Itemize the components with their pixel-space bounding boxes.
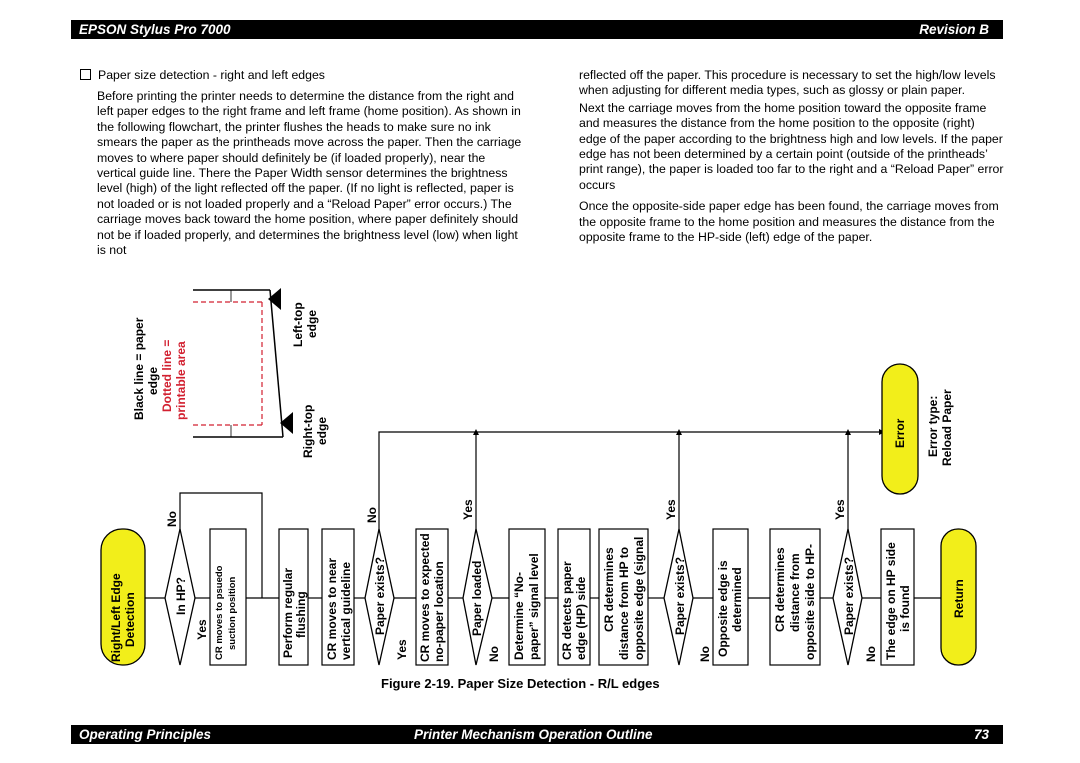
cr-guideline-label-1: CR moves to near	[325, 557, 339, 660]
paper-exists-3-no-label: No	[864, 646, 878, 662]
paper-exists-3-yes-label: Yes	[833, 499, 847, 520]
cr-psuedo-label-1: CR moves to psuedo	[214, 565, 225, 660]
cr-detects-label-1: CR detects paper	[560, 561, 574, 660]
cr-determines-opp-label-3: opposite side to HP-	[803, 543, 817, 660]
error-type-label-2: Reload Paper	[940, 389, 954, 466]
left-top-edge-label-1: Left-top	[291, 302, 305, 347]
paper-edge-diagram	[193, 288, 293, 437]
perform-flushing-label-1: Perform regular	[281, 567, 295, 658]
page-number: 73	[973, 727, 989, 742]
header-title: EPSON Stylus Pro 7000	[79, 22, 231, 37]
footer-chapter: Printer Mechanism Operation Outline	[414, 727, 653, 742]
paper-exists-label-2: Paper exists?	[673, 556, 687, 635]
legend-black-line-2: edge	[146, 366, 160, 395]
figure-caption: Figure 2-19. Paper Size Detection - R/L edges	[381, 676, 660, 691]
cr-determines-hp-label-2: distance from HP to	[617, 546, 631, 660]
right-top-edge-label-1: Right-top	[301, 404, 315, 458]
cr-expected-label-1: CR moves to expected	[418, 533, 432, 662]
paper-loaded-yes-label: Yes	[461, 499, 475, 520]
hp-side-found-label-1: The edge on HP side	[884, 542, 898, 660]
cr-determines-hp-label-1: CR determines	[602, 547, 616, 632]
perform-flushing-label-2: flushing	[294, 591, 308, 638]
cr-guideline-label-2: vertical guideline	[339, 561, 353, 660]
determine-no-paper-label-2: paper” signal level	[527, 553, 541, 660]
left-paragraph: Before printing the printer needs to determine the distance from the right and left paper edges to the right frame and left frame (home position). As shown in the following flowchart, the printer flushes the heads to make sure no ink smears the paper as the printheads move across the paper. Then the carriage moves to where paper should definitely be (if loaded properly), near the vertical guide line. There the Paper Width sensor determines the brightness level (high) of the light reflected off the paper. (If no light is reflected, paper is not loaded or is not loaded properly and a “Reload Paper” error occurs.) The carriage moves back toward the home position, where paper definitely should not be if loaded properly, and determines the brightness level (low) when light is not	[97, 89, 522, 258]
paper-exists-2-yes-label: Yes	[664, 499, 678, 520]
return-label: Return	[952, 579, 966, 618]
paper-exists-1-yes-label: Yes	[395, 639, 409, 660]
error-type-label-1: Error type:	[926, 395, 940, 457]
cr-psuedo-label-2: suction position	[227, 576, 238, 650]
cr-expected-label-2: no-paper location	[432, 561, 446, 662]
error-label: Error	[893, 418, 907, 448]
in-hp-label: In HP?	[174, 577, 188, 615]
footer-bar	[71, 725, 1003, 744]
legend-dotted-line-1: Dotted line =	[160, 339, 174, 412]
hp-side-found-label-2: is found	[898, 585, 912, 632]
start-label-1: Right/Left Edge	[109, 573, 123, 662]
cr-determines-hp-label-3: opposite edge (signal	[632, 536, 646, 660]
in-hp-no-label: No	[165, 511, 179, 527]
start-label-2: Detection	[123, 592, 137, 647]
paper-loaded-no-label: No	[487, 646, 501, 662]
paper-exists-label-3: Paper exists?	[842, 556, 856, 635]
paper-diagram-legend	[132, 302, 329, 458]
paper-exists-1-no-label: No	[365, 507, 379, 523]
legend-dotted-line-2: printable area	[174, 341, 188, 420]
cr-detects-label-2: edge (HP) side	[574, 576, 588, 660]
right-top-edge-label-2: edge	[315, 416, 329, 445]
legend-black-line-1: Black line = paper	[132, 317, 146, 420]
left-top-edge-label-2: edge	[305, 309, 319, 338]
footer-section: Operating Principles	[79, 727, 212, 742]
opposite-determined-label-2: determined	[730, 567, 744, 632]
paper-exists-2-no-label: No	[698, 646, 712, 662]
right-paragraph-1: reflected off the paper. This procedure is necessary to set the high/low levels when adjusting for different media types, such as glossy or plain paper.	[579, 68, 996, 98]
section-bullet-text: Paper size detection - right and left edges	[98, 68, 325, 82]
paper-loaded-label: Paper loaded	[470, 560, 484, 636]
determine-no-paper-label-1: Determine “No-	[512, 571, 526, 660]
cr-determines-opp-label-2: distance from	[788, 553, 802, 632]
header-revision: Revision B	[919, 22, 989, 37]
in-hp-yes-label: Yes	[195, 619, 209, 640]
right-paragraph-3: Once the opposite-side paper edge has been found, the carriage moves from the opposite frame to the home position and measures the distance from the opposite frame to the HP-side (left) edge of the paper.	[579, 199, 999, 245]
opposite-determined-label-1: Opposite edge is	[716, 560, 730, 657]
cr-determines-opp-label-1: CR determines	[773, 547, 787, 632]
paper-exists-label-1: Paper exists?	[373, 556, 387, 635]
right-paragraph-2: Next the carriage moves from the home position toward the opposite frame and measures the distance from the home position to the opposite (right) edge of the paper according to the brightness high and low levels. If the paper edge has not been determined by a certain point (outside of the printheads’ print range), the paper is loaded too far to the right and a “Reload Paper” error occurs	[579, 100, 1004, 192]
